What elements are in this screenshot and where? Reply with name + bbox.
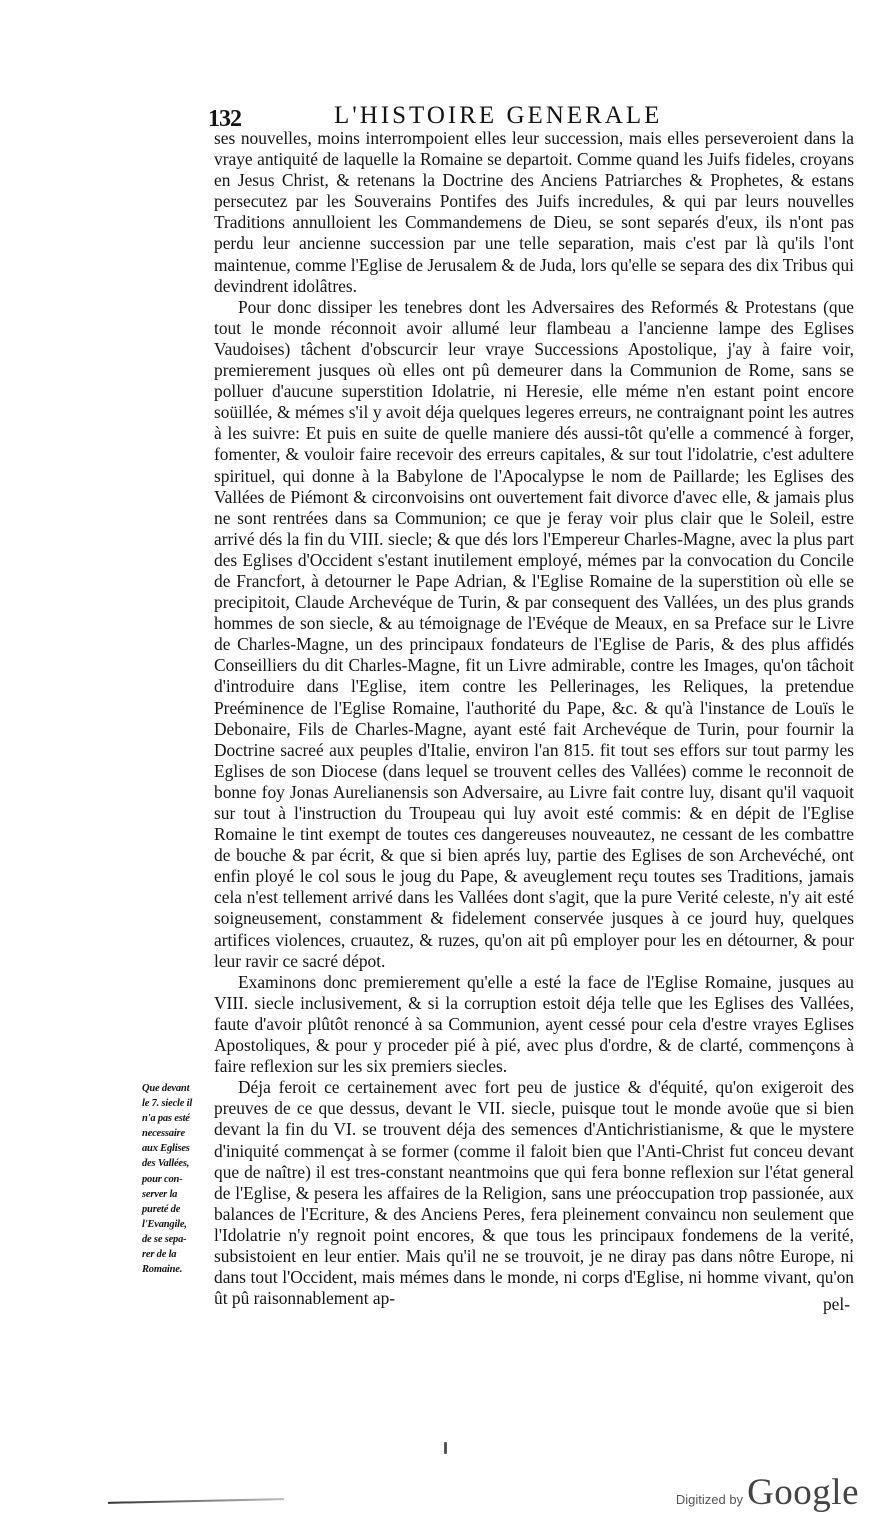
margin-note-line: des Vallées,	[142, 1158, 190, 1170]
paragraph-4: Déja feroit ce certainement avec fort peu de justice & d'équité, qu'on exigeroit des preuves de ce que dessus, devant le VII. siecle, puisque tout le monde avoüe que si bien devant la fin du VI. se trouvent déja des semences d'Antichristianisme, & que le mystere d'iniquité commençat à se former (comme il faloit bien que l'Anti-Christ fut conceu devant que de naître) il est tres-constant neantmoins que qui fera bonne reflexion sur l'état general de l'Eglise, & pesera les affaires de la Religion, sans une préoccupation trop passionée, aux balances de l'Ecriture, & des Anciens Peres, fera pleinement convaincu non seulement que l'Idolatrie n'y regnoit point encores, & que tous les principaux fondemens de la verité, subsistoient en leur entier. Mais qu'il ne se trouvoit, je ne diray pas dans nôtre Europe, ni dans tout l'Occident, mais mémes dans le monde, ni corps d'Eglise, ni homme vivant, qu'on ût pû raisonnablement ap-	[214, 1077, 854, 1309]
running-title: L'HISTOIRE GENERALE	[334, 102, 663, 129]
margin-note-line: server la	[142, 1188, 178, 1200]
paragraph-3: Examinons donc premierement qu'elle a esté la face de l'Eglise Romaine, jusques au VIII. siecle inclusivement, & si la corruption estoit déja telle que les Eglises des Vallées, faute d'avoir plûtôt renoncé à sa Communion, ayent cessé pour cela d'estre vrayes Eglises Apostoliques, & pour y proceder pié à pié, avec plus d'ordre, & de clarté, commençons à faire reflexion sur les six premiers siecles.	[214, 971, 854, 1077]
page-number: 132	[208, 106, 241, 132]
body-text	[214, 128, 854, 1309]
margin-note-line: Que devant	[142, 1083, 190, 1094]
paragraph-1: ses nouvelles, moins interrompoient elles leur succession, mais elles perseveroient dans la vraye antiquité de laquelle la Romaine se departoit. Comme quand les Juifs fideles, croyans en Jesus Christ, & retenans la Doctrine des Anciens Patriarches & Prophetes, & estans persecutez par les Souverains Pontifes des Juifs incredules, & qui par leurs nouvelles Traditions annulloient les Commandemens de Dieu, se sont separés d'eux, ils n'ont pas perdu leur ancienne succession par une telle separation, mais c'est par là qu'ils l'ont maintenue, comme l'Eglise de Jerusalem & de Juda, lors qu'elle se separa des dix Tribus qui devindrent idolâtres.	[214, 128, 854, 296]
margin-note-line: le 7. siecle il	[142, 1098, 193, 1110]
margin-note-line: pour con-	[142, 1173, 183, 1185]
margin-note-line: pureté de	[142, 1203, 181, 1215]
margin-note	[142, 1081, 210, 1277]
digitized-watermark	[676, 1471, 859, 1511]
margin-note-line: Romaine.	[142, 1264, 183, 1276]
margin-note-line: n'a pas esté	[142, 1113, 190, 1125]
google-logo: Google	[747, 1472, 859, 1513]
watermark-prefix: Digitized by	[675, 1492, 744, 1507]
margin-note-line: de se sepa-	[142, 1233, 187, 1245]
scan-rule-line	[108, 1498, 284, 1504]
ink-speck	[444, 1442, 447, 1454]
margin-note-line: aux Eglises	[142, 1143, 190, 1155]
catchword: pel-	[822, 1294, 850, 1314]
paragraph-2: Pour donc dissiper les tenebres dont les Adversaires des Reformés & Protestans (que tout le monde réconnoit avoir allumé leur flambeau a l'ancienne lampe des Eglises Vaudoises) tâchent d'obscurcir leur vraye Successions Apostolique, j'ay à faire voir, premierement jusques où elles ont pû demeurer dans la Communion de Rome, sans se polluer d'aucune superstition Idolatrie, ni Heresie, elle méme n'en estant point encore soüillée, & mémes s'il y avoit déja quelques legeres erreurs, ne contraignant point les autres à les suivre: Et puis en suite de quelle maniere dés aussi-tôt qu'elle a commencé à forger, fomenter, & vouloir faire recevoir des erreurs capitales, & sur tout l'idolatrie, c'est adultere spirituel, qui donne à la Babylone de l'Apocalypse le nom de Paillarde; les Eglises des Vallées de Piémont & circonvoisins ont ouvertement fait divorce d'avec elle, & jamais plus ne sont rentrées dans sa Communion; ce que je feray voir plus clair que le Soleil, estre arrivé dés la fin du VIII. siecle; & que dés lors l'Empereur Charles-Magne, avec la plus part des Eglises d'Occident s'estant inutilement employé, mémes par la convocation du Concile de Francfort, à detourner le Pape Adrian, & l'Eglise Romaine de la superstition où elle se precipitoit, Claude Archevéque de Turin, & par consequent des Vallées, un des plus grands hommes de son siecle, & au témoignage de l'Evéque de Meaux, en sa Preface sur le Livre de Charles-Magne, un des principaux fondateurs de l'Eglise de Paris, & des plus affidés Conseilliers du dit Charles-Magne, fit un Livre admirable, contre les Images, qu'on tâchoit d'introduire dans l'Eglise, item contre les Pellerinages, les Reliques, la pretendue Preéminence de l'Eglise Romaine, l'authorité du Pape, &c. & qu'à l'instance de Louïs le Debonaire, Fils de Charles-Magne, ayant esté fait Archevéque de Turin, pour fournir la Doctrine sacreé aux peuples d'Italie, environ l'an 815. fit tout ses effors sur tout parmy les Eglises de son Diocese (dans lequel se trouvent celles des Vallées) comme le reconnoit de bonne foy Jonas Aurelianensis son Adversaire, au Livre fait contre luy, disant qu'il vaquoit sur tout à l'instruction du Troupeau qui luy avoit esté commis: & en dépit de l'Eglise Romaine le tint exempt de toutes ces dangereuses nouveautez, ne cessant de les combattre de bouche & par écrit, & que si bien aprés luy, partie des Eglises de son Archevéché, ont enfin ployé le col sous le joug du Pape, & aveuglement reçu toutes ses Traditions, jamais cela n'est tellement arrivé dans les Vallées dont s'agit, que la pure Verité celeste, n'y ait esté soigneusement, constamment & fidelement conservée jusques à ce jourd huy, quelques artifices violences, cruautez, & ruzes, qu'on ait pû employer pour les en détourner, & pour leur ravir ce sacré dépot.	[214, 296, 854, 971]
margin-note-line: rer de la	[142, 1249, 177, 1261]
margin-note-line: necessaire	[142, 1128, 185, 1140]
margin-note-line: l'Evangile,	[142, 1218, 187, 1230]
